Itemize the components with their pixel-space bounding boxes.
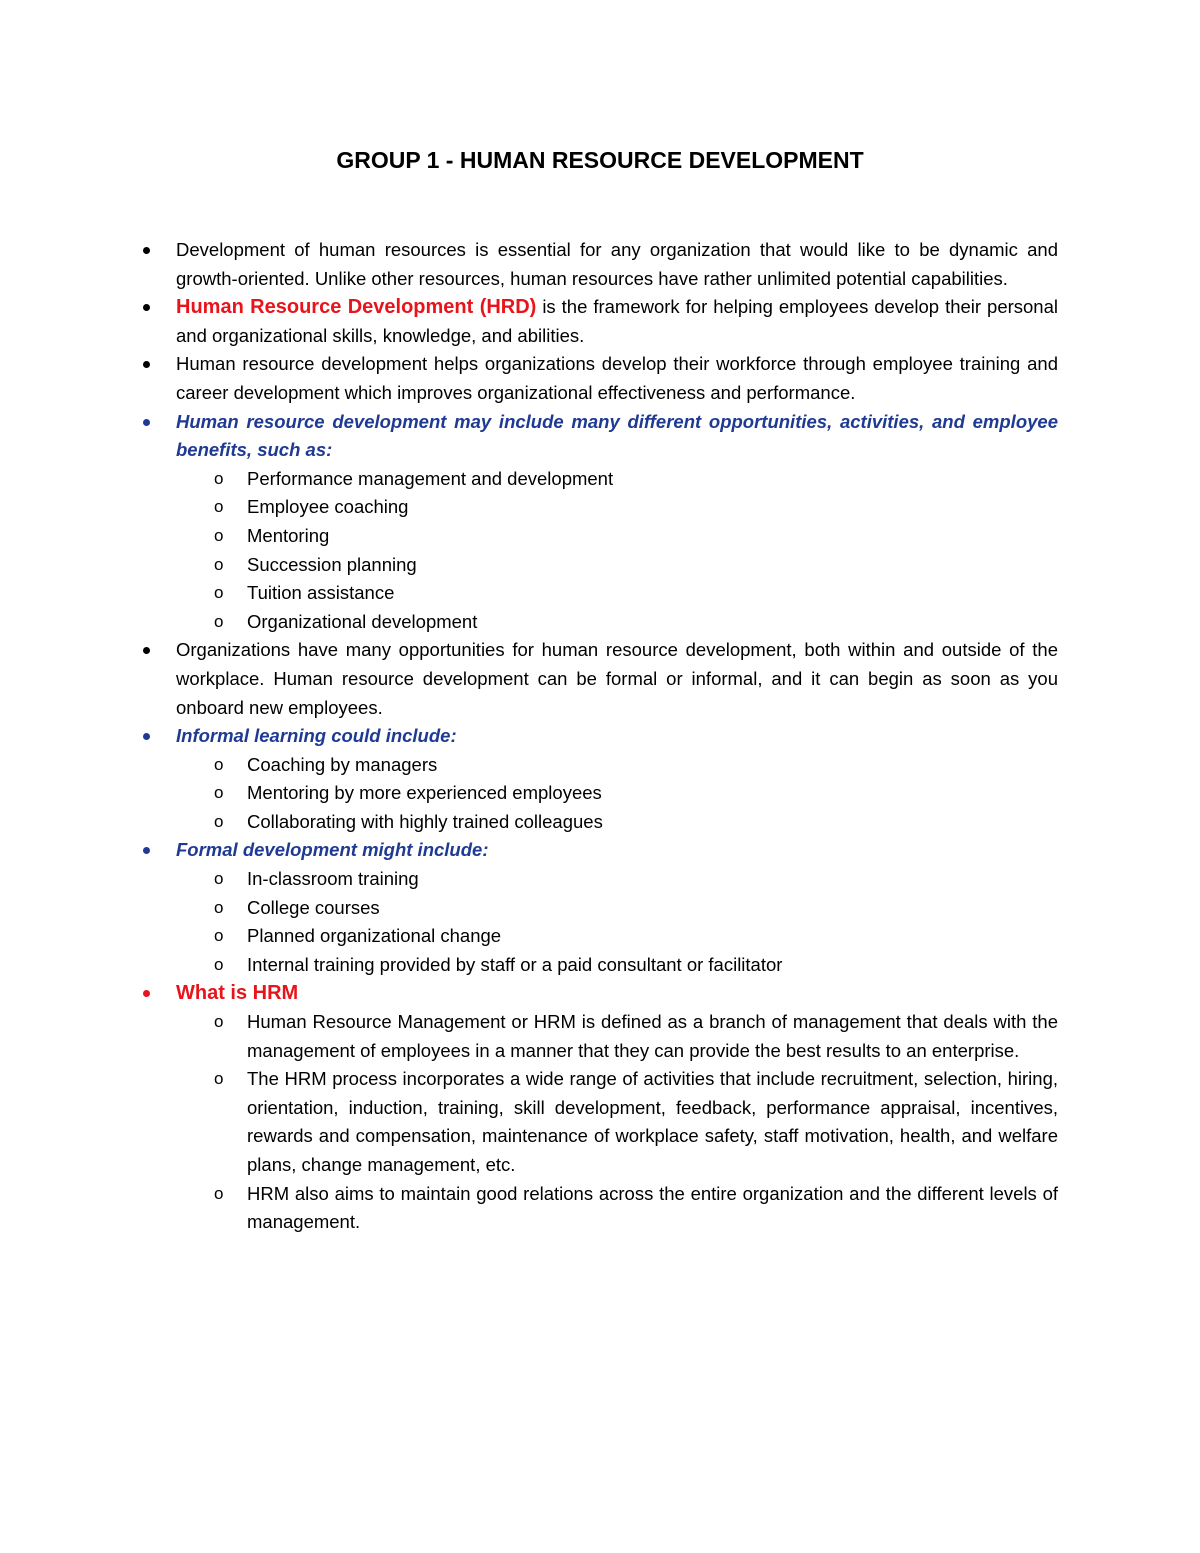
sub-list-item (0, 551, 1200, 580)
sub-list-item (0, 922, 1200, 951)
circle-bullet-icon: o (214, 583, 224, 603)
bullet-dot-icon (143, 247, 150, 254)
sub-item-text: Employee coaching (247, 496, 409, 518)
paragraph-text (176, 293, 1058, 350)
list-item (0, 636, 1200, 722)
sub-list-item (0, 1065, 1200, 1179)
circle-bullet-icon: o (214, 468, 224, 488)
sub-list-item (0, 1180, 1200, 1237)
sub-list-item (0, 1008, 1200, 1065)
sub-item-text: HRM also aims to maintain good relations across the entire organization and the different levels of management. (247, 1182, 1058, 1233)
sub-item-text: College courses (247, 896, 380, 918)
bullet-dot-icon (143, 733, 150, 740)
bullet-dot-icon (143, 419, 150, 426)
circle-bullet-icon: o (214, 1012, 224, 1032)
hrd-term: Human Resource Development (HRD) (176, 296, 537, 319)
hrm-heading: What is HRM (176, 982, 299, 1005)
sub-item-text: Planned organizational change (247, 925, 502, 947)
sub-list-item (0, 579, 1200, 608)
section-heading: Human resource development may include many different opportunities, activities, and employee benefits, such as: (176, 410, 1058, 461)
hrd-definition: is the framework for helping employees develop their personal and organizational skills, knowledge, and abilities. (176, 296, 1058, 346)
sub-list-item (0, 808, 1200, 837)
sub-item-text: The HRM process incorporates a wide range of activities that include recruitment, selection, hiring, orientation, induction, training, skill development, feedback, performance appraisal, incentives, rewards and compensation, maintenance of workplace safety, staff motivation, health, and welfare plans, change management, etc. (247, 1068, 1058, 1175)
bullet-dot-icon (143, 990, 150, 997)
paragraph-text: Human resource development helps organizations develop their workforce through employee training and career development which improves organizational effectiveness and performance. (176, 353, 1058, 403)
bullet-dot-icon (143, 304, 150, 311)
paragraph-text: Development of human resources is essential for any organization that would like to be dynamic and growth-oriented. Unlike other resources, human resources have rather unlimited potential capabilities. (176, 239, 1058, 289)
circle-bullet-icon: o (214, 1183, 224, 1203)
sub-item-text: Human Resource Management or HRM is defined as a branch of management that deals with the management of employees in a manner that they can provide the best results to an enterprise. (247, 1011, 1058, 1061)
circle-bullet-icon: o (214, 869, 224, 889)
sub-item-text: Tuition assistance (247, 582, 395, 604)
list-item (0, 293, 1200, 350)
sub-list-item (0, 608, 1200, 637)
circle-bullet-icon: o (214, 497, 224, 517)
sub-item-text: Organizational development (247, 610, 478, 632)
sub-list-item (0, 779, 1200, 808)
circle-bullet-icon: o (214, 926, 224, 946)
sub-list-item (0, 865, 1200, 894)
sub-item-text: Succession planning (247, 553, 417, 575)
list-item (0, 979, 1200, 1008)
bullet-dot-icon (143, 847, 150, 854)
sub-item-text: Coaching by managers (247, 753, 438, 775)
sub-list-item (0, 493, 1200, 522)
sub-list-item (0, 522, 1200, 551)
sub-item-text: Mentoring (247, 524, 330, 546)
sub-item-text: In-classroom training (247, 868, 419, 890)
circle-bullet-icon: o (214, 611, 224, 631)
circle-bullet-icon: o (214, 954, 224, 974)
circle-bullet-icon: o (214, 811, 224, 831)
sub-list-item (0, 465, 1200, 494)
circle-bullet-icon: o (214, 897, 224, 917)
circle-bullet-icon: o (214, 754, 224, 774)
circle-bullet-icon: o (214, 783, 224, 803)
list-item (0, 722, 1200, 751)
sub-item-text: Internal training provided by staff or a paid consultant or facilitator (247, 953, 783, 975)
list-item (0, 350, 1200, 407)
sub-item-text: Mentoring by more experienced employees (247, 782, 602, 804)
sub-item-text: Performance management and development (247, 467, 614, 489)
circle-bullet-icon: o (214, 1069, 224, 1089)
list-item (0, 236, 1200, 293)
section-heading: Informal learning could include: (176, 725, 457, 747)
document-body (0, 236, 1200, 1237)
sub-item-text: Collaborating with highly trained colleagues (247, 810, 603, 832)
circle-bullet-icon: o (214, 554, 224, 574)
bullet-dot-icon (143, 647, 150, 654)
list-item (0, 408, 1200, 465)
page-title: GROUP 1 - HUMAN RESOURCE DEVELOPMENT (336, 147, 864, 173)
bullet-dot-icon (143, 361, 150, 368)
sub-list-item (0, 951, 1200, 980)
sub-list-item (0, 894, 1200, 923)
circle-bullet-icon: o (214, 525, 224, 545)
sub-list-item (0, 751, 1200, 780)
paragraph-text: Organizations have many opportunities for human resource development, both within and outside of the workplace. Human resource development can be formal or informal, and it can begin as soon as you onboard new employees. (176, 639, 1058, 718)
list-item (0, 836, 1200, 865)
section-heading: Formal development might include: (176, 839, 489, 861)
